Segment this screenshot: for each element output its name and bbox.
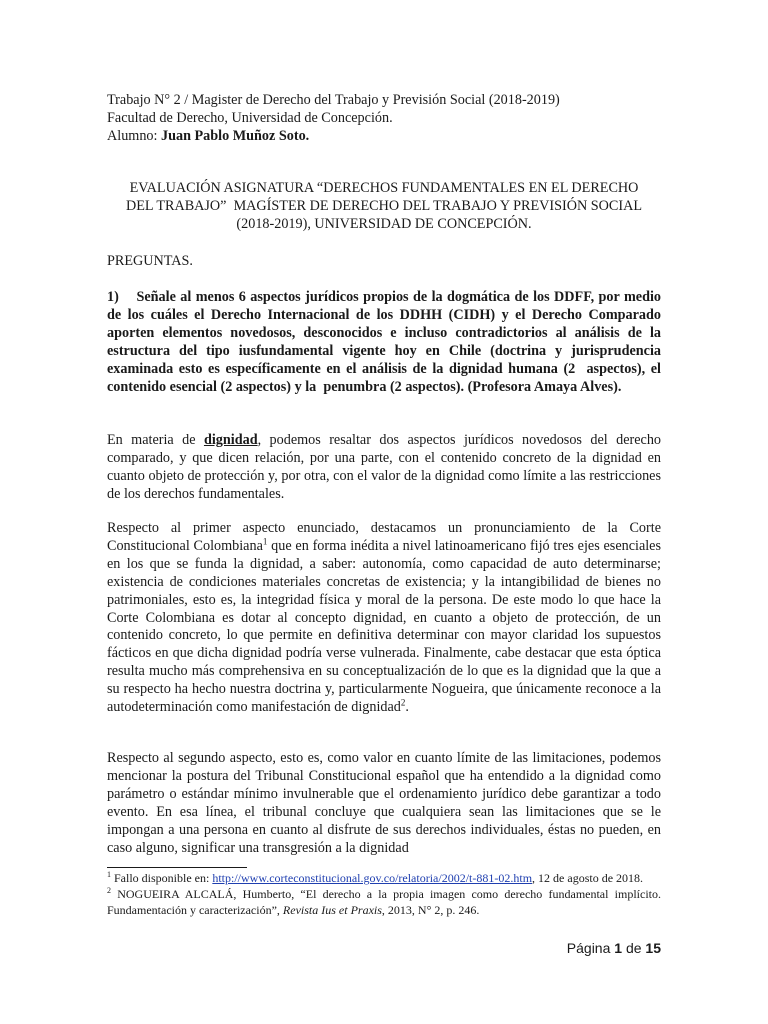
title-line-2: DEL TRABAJO” MAGÍSTER DE DERECHO DEL TRABAJO Y PREVISIÓN SOCIAL bbox=[125, 197, 642, 214]
question-1-text: 1) Señale al menos 6 aspectos jurídicos propios de la dogmática de los DDFF, por medio de los cuáles el Derecho Internacional de los DDHH (CIDH) y el Derecho Comparado aporten elementos novedosos, desconocidos e incluso contradictorios al análisis de la estructura del tipo iusfundamental vigente hoy en Chile (doctrina y jurisprudencia examinada esto es específicamente en el análisis de la dignidad humana (2 aspectos), el contenido esencial (2 aspectos) y la penumbra (2 aspectos). (Profesora Amaya Alves). bbox=[107, 289, 665, 395]
footnote-2-intro: NOGUEIRA ALCALÁ, Humberto, “El derecho a la propia imagen como derecho fundamental implícito. Fundamentación y caracterización”, bbox=[107, 886, 661, 917]
header-course-line: Trabajo N° 2 / Magister de Derecho del Trabajo y Previsión Social (2018-2019) bbox=[107, 92, 560, 108]
document-title bbox=[107, 180, 661, 234]
footnote-separator bbox=[107, 867, 247, 868]
paragraph-3-text: Respecto al segundo aspecto, esto es, como valor en cuanto límite de las limitaciones, podemos mencionar la postura del Tribunal Constitucional español que ha entendido a la dignidad como parámetro o estándar mínimo invulnerable que el ordenamiento jurídico debe garantizar a todo evento. En esa línea, el tribunal concluye que cualquiera sean las limitaciones que se le impongan a una persona en cuanto al disfrute de sus derechos individuales, éstas no pueden, en caso alguno, significar una transgresión a la dignidad bbox=[107, 750, 661, 856]
page-number-current: 1 bbox=[614, 940, 623, 956]
footnote-1-intro: Fallo disponible en: bbox=[111, 871, 213, 885]
footnote-ref-2[interactable]: 2 bbox=[400, 697, 406, 708]
student-name: Juan Pablo Muñoz Soto. bbox=[161, 127, 310, 144]
paragraph-2 bbox=[107, 520, 661, 717]
document-header bbox=[107, 92, 661, 146]
footnote-1-link[interactable]: http://www.corteconstitucional.gov.co/relatoria/2002/t-881-02.htm bbox=[212, 871, 533, 885]
student-label: Alumno: bbox=[107, 127, 161, 144]
header-faculty-line: Facultad de Derecho, Universidad de Concepción. bbox=[107, 109, 393, 126]
paragraph-1-intro: En materia de bbox=[107, 432, 204, 448]
footnote-1-end: , 12 de agosto de 2018. bbox=[532, 871, 644, 885]
paragraph-1 bbox=[107, 432, 661, 504]
section-heading-preguntas: PREGUNTAS. bbox=[107, 253, 193, 269]
footnote-2-journal: Revista Ius et Praxis bbox=[282, 902, 382, 917]
footnote-ref-1[interactable]: 1 bbox=[262, 536, 268, 547]
page-number-separator: de bbox=[622, 940, 646, 956]
title-line-3: (2018-2019), UNIVERSIDAD DE CONCEPCIÓN. bbox=[236, 215, 532, 232]
paragraph-2-intro: Respecto al primer aspecto enunciado, destacamos un pronunciamiento de la Corte Constitucional Colombiana bbox=[107, 520, 661, 554]
footnotes bbox=[107, 871, 661, 918]
paragraph-3 bbox=[107, 750, 661, 857]
footnote-2-number: 2 bbox=[107, 885, 111, 895]
title-line-1: EVALUACIÓN ASIGNATURA “DERECHOS FUNDAMENTALES EN EL DERECHO bbox=[129, 180, 639, 196]
page-number bbox=[567, 940, 661, 958]
footnote-1 bbox=[107, 871, 661, 887]
page-number-total: 15 bbox=[645, 940, 661, 956]
footnote-1-number: 1 bbox=[107, 870, 111, 879]
footnote-2-end: , 2013, N° 2, p. 246. bbox=[381, 902, 480, 917]
paragraph-2-body: que en forma inédita a nivel latinoamericano fijó tres ejes esenciales en los que se funda la dignidad, a saber: autonomía, como capacidad de auto determinarse; existencia de condiciones materiales concretas de existencia; y la intangibilidad de bienes no patrimoniales, esto es, la integridad física y moral de la persona. De este modo lo que hace la Corte Colombiana es dotar al concepto dignidad, en cuanto a objeto de protección, de un contenido concreto, lo que permite en definitiva determinar con mayor claridad los supuestos fácticos en que dicha dignidad podría verse vulnerada. Finalmente, cabe destacar que esta óptica resulta mucho más comprehensiva en su conceptualización de lo que es la dignidad que la que a su respecto ha hecho nuestra doctrina y, particularmente Nogueira, que únicamente reconoce a la autodeterminación como manifestación de dignidad bbox=[107, 537, 662, 716]
page-number-label: Página bbox=[566, 940, 615, 956]
question-1 bbox=[107, 289, 665, 396]
keyword-dignidad: dignidad bbox=[203, 432, 258, 448]
footnote-2 bbox=[107, 887, 661, 919]
paragraph-1-body: , podemos resaltar dos aspectos jurídicos novedosos del derecho comparado, y que dicen relación, por una parte, con el contenido concreto de la dignidad en cuanto objeto de protección y, por otra, con el valor de la dignidad como límite a las restricciones de los derechos fundamentales. bbox=[107, 432, 662, 502]
header-student-line bbox=[107, 128, 661, 146]
paragraph-2-end: . bbox=[405, 699, 409, 716]
